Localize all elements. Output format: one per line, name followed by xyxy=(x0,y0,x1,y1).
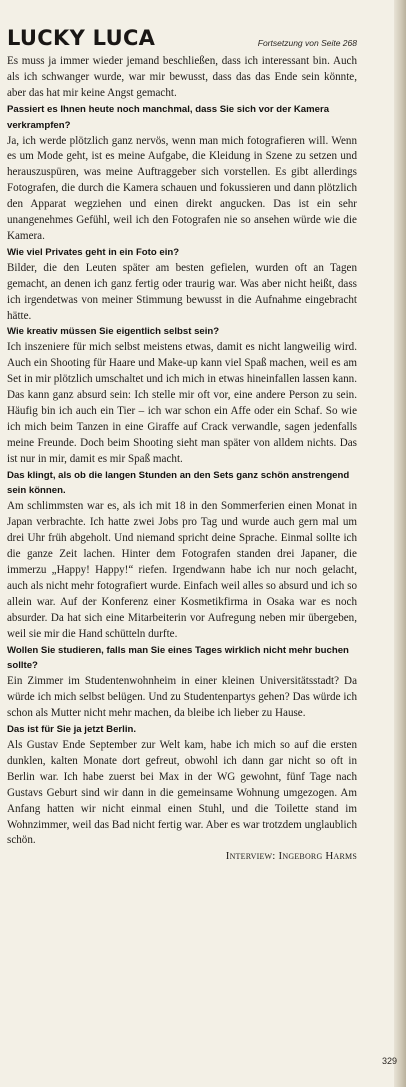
page-gutter-shadow xyxy=(394,0,406,1087)
article-title: LUCKY LUCA xyxy=(7,26,156,50)
page-number: 329 xyxy=(382,1056,398,1066)
credit-line xyxy=(7,849,357,865)
interview-question-2: Wie viel Privates geht in ein Foto ein? xyxy=(7,246,180,258)
interview-answer-2: Bilder, die den Leuten später am besten gefielen, wurden oft an Tagen gemacht, an denen ich ganz fertig oder traurig war. Was aber nicht heißt, dass ich irgendetwas von meiner Stimmung bewusst in die Aufnahme eingebracht hätte. xyxy=(7,261,357,322)
interview-answer-4: Am schlimmsten war es, als ich mit 18 in den Sommerferien einen Monat in Japan verbrachte. Ich hatte zwei Jobs pro Tag und wurde auch gern mal um drei Uhr früh abgeholt. Und niemand spricht deine Sprache. Einmal sollte ich die ganze Zeit lachen. Hinter dem Fotografen standen drei Japaner, die immerzu „Happy! Happy!“ riefen. Irgendwann habe ich nur noch gelacht, auch als nicht mehr fotografiert wurde. Einfach weil alles so absurd und ich so allein war. Auf der Konferenz einer Kosmetikfirma in Osaka war es noch absurder. Da hat sich eine Mitarbeiterin vor Aufregung neben mir übergeben, weil sie mir die Hand schütteln durfte. xyxy=(7,500,357,640)
interview-credit: Interview: Ingeborg Harms xyxy=(225,850,357,863)
interview-answer-3: Ich inszeniere für mich selbst meistens etwas, damit es nicht langweilig wird. Auch ein Shooting für Haare und Make-up kann viel Spaß machen, weil es am Set in mir plötzlich umschaltet und ich mich in etwas hineinfallen lassen kann. Das kann ganz absurd sein: Ich stelle mir oft vor, eine andere Person zu sein. Häufig bin ich auch ein Tier – ich war schon ein Affe oder ein Schaf. So wie ich mich beim Tanzen in eine Giraffe auf Crack verwandle, sagen jedenfalls meine Freunde. Doch beim Shooting sieht man später von alldem nichts. Das ist nur in mir, damit es mir Spaß macht. xyxy=(7,341,357,465)
interview-question-6: Das ist für Sie ja jetzt Berlin. xyxy=(7,724,137,736)
article-header xyxy=(7,26,357,56)
interview-answer-1: Ja, ich werde plötzlich ganz nervös, wenn man mich fotografieren will. Wenn es um Mode geht, ist es meine Aufgabe, die Kleidung in Szene zu setzen und herauszuspüren, was meine Auftraggeber sich vorstellen. Es gibt allerdings Fotografen, die durch die Kamera schauen und fokussieren und dann plötzlich den Apparat wegziehen und einen direkt angucken. Das ist ein sehr unangenehmes Gefühl, weil ich den Fotografen nie so ansehen würde wie die Kamera. xyxy=(7,134,357,242)
article-body xyxy=(7,54,357,865)
interview-question-4: Das klingt, als ob die langen Stunden an den Sets ganz schön anstrengend sein können. xyxy=(7,469,350,497)
interview-question-1: Passiert es Ihnen heute noch manchmal, dass Sie sich vor der Kamera verkrampfen? xyxy=(7,103,330,131)
interview-question-5: Wollen Sie studieren, falls man Sie eines Tages wirklich nicht mehr buchen sollte? xyxy=(7,644,349,672)
interview-question-3: Wie kreativ müssen Sie eigentlich selbst sein? xyxy=(7,326,220,338)
interview-answer-5: Ein Zimmer im Studentenwohnheim in einer kleinen Universitätsstadt? Da würde ich mich selbst belügen. Und zu Studentenpartys gehen? Das würde ich schon als Mutter nicht mehr machen, da bleibe ich lieber zu Hause. xyxy=(7,675,357,720)
intro-paragraph: Es muss ja immer wieder jemand beschließen, dass ich interessant bin. Auch als ich schwanger wurde, war mir bewusst, dass das das Ende sein könnte, aber das hat mir keine Angst gemacht. xyxy=(7,55,357,99)
continuation-note: Fortsetzung von Seite 268 xyxy=(257,38,357,48)
interview-answer-6: Als Gustav Ende September zur Welt kam, habe ich mich so auf die ersten dunklen, kalten Monate dort gefreut, obwohl ich dann gar nicht so oft in Berlin war. Ich habe zuerst bei Max in der WG gewohnt, fünf Tage nach Gustavs Geburt sind wir dann in die gemeinsame Wohnung umgezogen. Am Anfang hatten wir nicht einmal einen Stuhl, und die Toilette stand im Wohnzimmer, weil das Bad nicht fertig war. Aber es war trotzdem unglaublich schön. xyxy=(7,738,357,847)
